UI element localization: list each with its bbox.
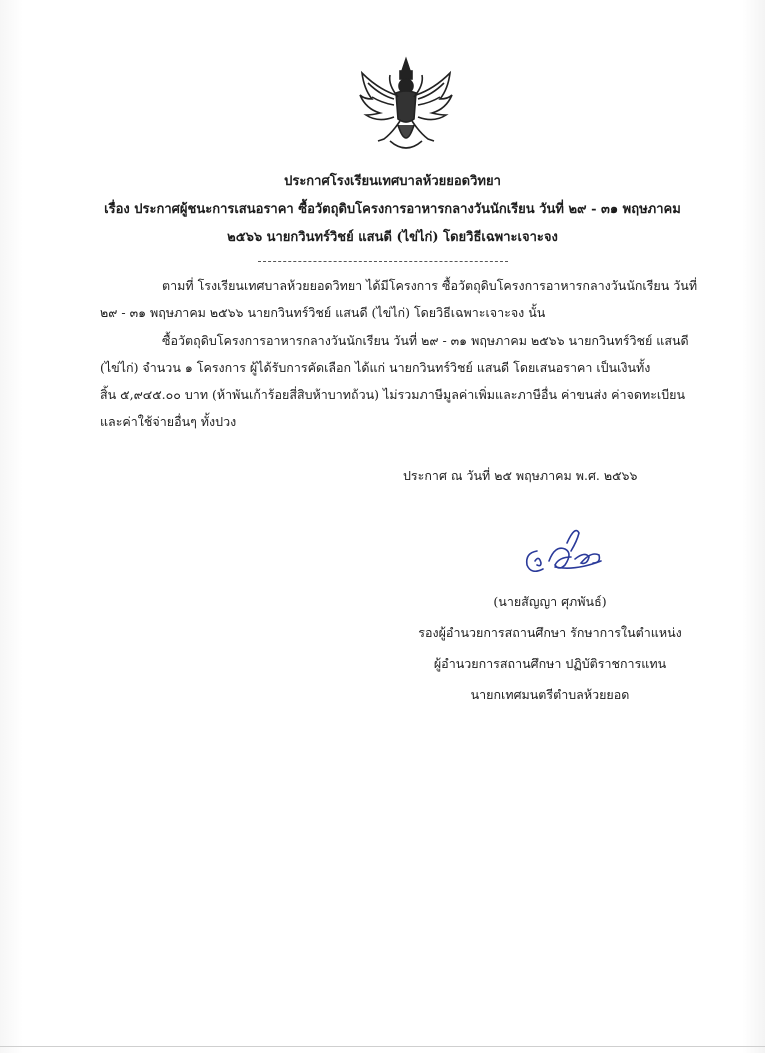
paragraph-award-line-3: สิ้น ๕,๙๔๕.๐๐ บาท (ห้าพันเก้าร้อยสี่สิบห้าบาทถ้วน) ไม่รวมภาษีมูลค่าเพิ่มและภาษีอื่น ค่าขนส่ง ค่าจดทะเบียน — [100, 387, 685, 402]
handwritten-signature-icon — [515, 521, 615, 577]
title-line-1: ประกาศโรงเรียนเทศบาลห้วยยอดวิทยา — [284, 174, 501, 189]
paragraph-intro-line-2: ๒๙ - ๓๑ พฤษภาคม ๒๕๖๖ นายกวินทร์วิชย์ แสนดี (ไข่ไก่) โดยวิธีเฉพาะเจาะจง นั้น — [100, 305, 546, 320]
title-line-2: เรื่อง ประกาศผู้ชนะการเสนอราคา ซื้อวัตถุดิบโครงการอาหารกลางวันนักเรียน วันที่ ๒๙ - ๓๑ พฤษภาคม — [104, 202, 681, 217]
signer-position-line-1: รองผู้อำนวยการสถานศึกษา รักษาการในตำแหน่ง — [418, 625, 682, 640]
signer-block — [380, 586, 720, 710]
garuda-emblem-icon — [354, 55, 458, 155]
paragraph-award-line-4: และค่าใช้จ่ายอื่นๆ ทั้งปวง — [100, 414, 237, 429]
paragraph-award-line-2: (ไข่ไก่) จำนวน ๑ โครงการ ผู้ได้รับการคัดเลือก ได้แก่ นายกวินทร์วิชย์ แสนดี โดยเสนอราคา เป็นเงินทั้ง — [100, 360, 651, 375]
paragraph-award — [100, 327, 700, 435]
paragraph-intro-line-1: ตามที่ โรงเรียนเทศบาลห้วยยอดวิทยา ได้มีโครงการ ซื้อวัตถุดิบโครงการอาหารกลางวันนักเรียน วันที่ — [162, 278, 698, 293]
title-separator — [258, 261, 508, 262]
signer-position-line-3: นายกเทศมนตรีตำบลห้วยยอด — [470, 687, 630, 702]
paragraph-award-line-1: ซื้อวัตถุดิบโครงการอาหารกลางวันนักเรียน วันที่ ๒๙ - ๓๑ พฤษภาคม ๒๕๖๖ นายกวินทร์วิชย์ แสนดี — [162, 333, 689, 348]
signer-name: (นายสัญญา ศุภพันธ์) — [493, 594, 607, 609]
announce-date: ประกาศ ณ วันที่ ๒๕ พฤษภาคม พ.ศ. ๒๕๖๖ — [403, 468, 638, 483]
title-line-3: ๒๕๖๖ นายกวินทร์วิชย์ แสนดี (ไข่ไก่) โดยวิธีเฉพาะเจาะจง — [227, 230, 558, 245]
signer-position-line-2: ผู้อำนวยการสถานศึกษา ปฏิบัติราชการแทน — [433, 656, 667, 671]
document-title — [70, 168, 715, 252]
paragraph-intro — [100, 272, 700, 326]
page-bottom-edge — [0, 1046, 765, 1047]
